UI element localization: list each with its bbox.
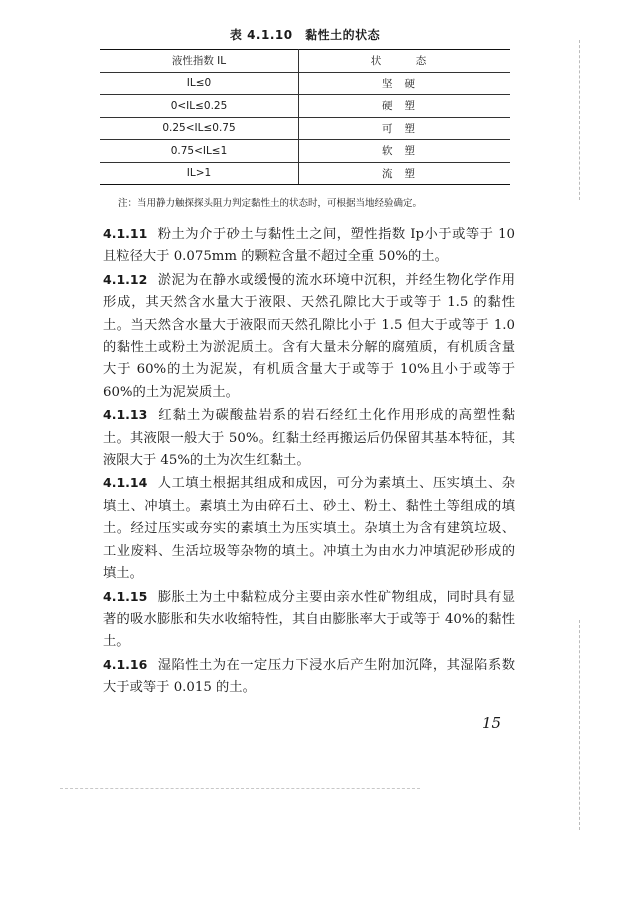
scan-bottom-mark [60,788,420,789]
clause-number: 4.1.12 [103,271,148,287]
clause-paragraph [103,472,515,585]
liquidity-range-cell: IL≤0 [100,72,299,95]
clause-paragraph [103,654,515,700]
clause-paragraph [103,404,515,472]
liquidity-range-cell: IL>1 [100,162,299,185]
table-row [100,162,510,185]
liquidity-range-cell: 0.25<IL≤0.75 [100,117,299,140]
clause-number: 4.1.13 [103,407,148,423]
state-cell: 坚硬 [299,72,511,95]
table-title: 表 4.1.10 黏性土的状态 [229,28,381,42]
liquidity-range-cell: 0.75<IL≤1 [100,140,299,163]
clause-text: 人工填土根据其组成和成因，可分为素填土、压实填土、杂填土、冲填土。素填土为由碎石土、砂土、粉土、黏性土等组成的填土。经过压实或夯实的素填土为压实填土。杂填土为含有建筑垃圾、工业废料、生活垃圾等杂物的填土。冲填土为由水力冲填泥砂形成的填土。 [103,476,515,582]
table-note: 注：当用静力触探探头阻力判定黏性土的状态时，可根据当地经验确定。 [118,198,423,209]
clause-paragraph [103,586,515,654]
scan-edge-mark [579,620,580,830]
clause-text: 粉土为介于砂土与黏性土之间，塑性指数 Ip小于或等于 10 且粒径大于 0.075mm 的颗粒含量不超过全重 50%的土。 [103,227,515,265]
table-row [100,95,510,118]
table-row [100,117,510,140]
clause-paragraph [103,269,515,404]
state-cell: 流塑 [299,162,511,185]
state-cell: 硬塑 [299,95,511,118]
clause-number: 4.1.11 [103,226,148,241]
header-state: 状 态 [299,50,511,73]
clause-text: 膨胀土为土中黏粒成分主要由亲水性矿物组成，同时具有显著的吸水膨胀和失水收缩特性，其自由膨胀率大于或等于 40%的黏性土。 [103,589,515,650]
clause-text: 淤泥为在静水或缓慢的流水环境中沉积，并经生物化学作用形成，其天然含水量大于液限、天然孔隙比大于或等于 1.5 的黏性土。当天然含水量大于液限而天然孔隙比小于 1.5 但大于或等于 1.0 的黏性土或粉土为淤泥质土。含有大量未分解的腐殖质，有机质含量大于 60%的土为泥炭，有机质含量大于或等于 10%且小于或等于 60%的土为泥炭质土。 [103,272,515,400]
header-liquidity-index: 液性指数 IL [100,50,299,73]
clause-list [103,223,515,700]
table-row [100,72,510,95]
page-number: 15 [482,714,502,732]
table-row [100,140,510,163]
clause-number: 4.1.14 [103,475,148,491]
clause-number: 4.1.16 [103,656,148,672]
liquidity-range-cell: 0<IL≤0.25 [100,95,299,118]
clause-text: 湿陷性土为在一定压力下浸水后产生附加沉降，其湿陷系数大于或等于 0.015 的土。 [103,657,515,696]
table-header-row [100,50,510,73]
scan-edge-mark [579,40,580,200]
state-cell: 可塑 [299,117,511,140]
clause-text: 红黏土为碳酸盐岩系的岩石经红土化作用形成的高塑性黏土。其液限一般大于 50%。红黏土经再搬运后仍保留其基本特征，其液限大于 45%的土为次生红黏土。 [103,408,515,469]
clause-number: 4.1.15 [103,588,148,604]
clause-paragraph [103,223,515,269]
soil-state-table [100,49,510,185]
state-cell: 软塑 [299,140,511,163]
